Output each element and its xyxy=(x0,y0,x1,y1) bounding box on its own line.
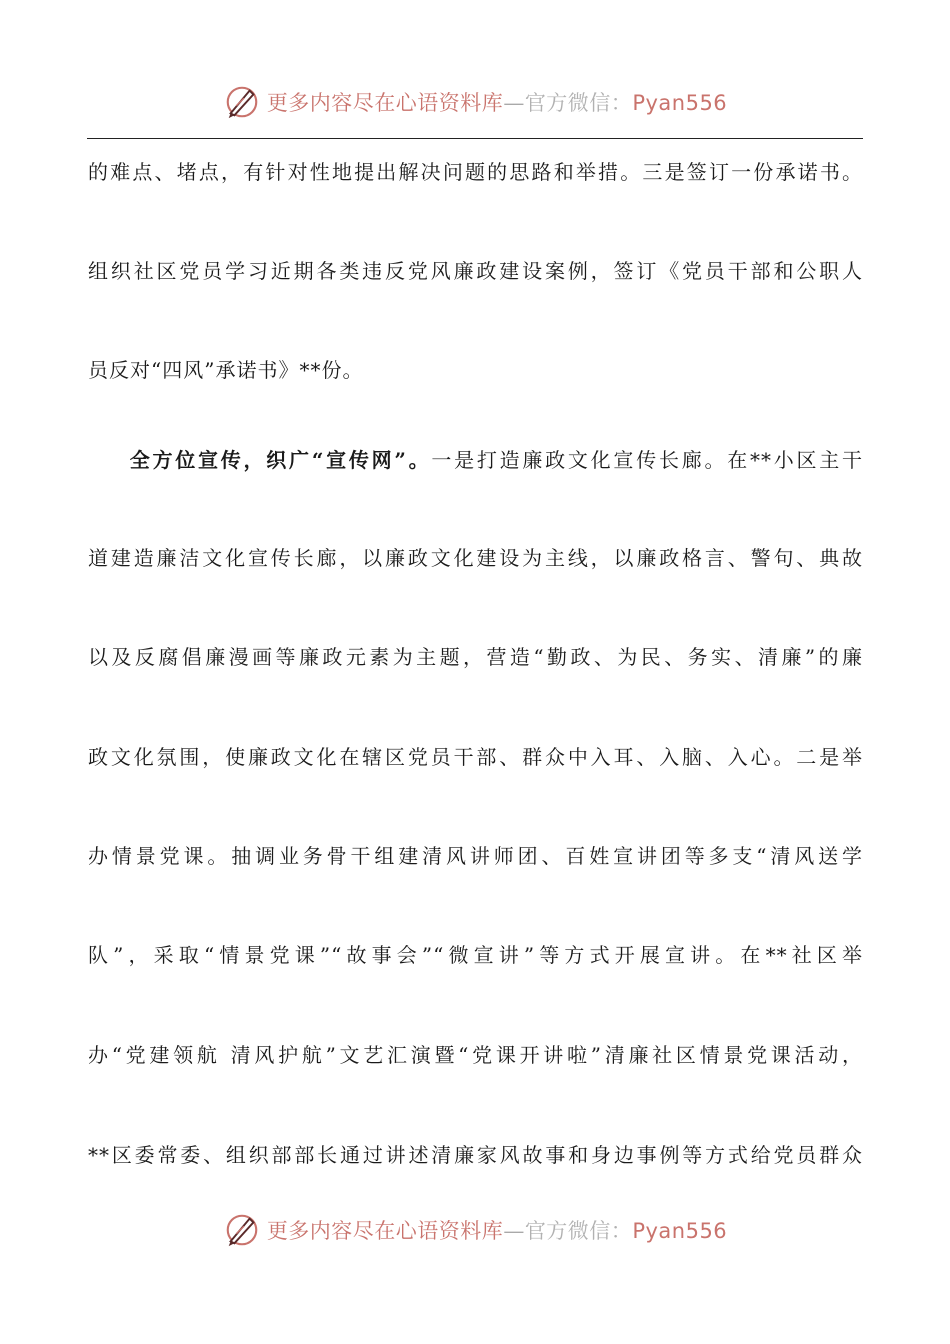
body-line-7: 政文化氛围，使廉政文化在辖区党员干部、群众中入耳、入脑、入心。二是举 xyxy=(88,745,863,769)
body-line-11: **区委常委、组织部部长通过讲述清廉家风故事和身边事例等方式给党员群众 xyxy=(88,1143,863,1167)
footer-text xyxy=(267,1215,727,1245)
body-line-1: 的难点、堵点，有针对性地提出解决问题的思路和举措。三是签订一份承诺书。 xyxy=(88,160,863,184)
footer-brand: 更多内容尽在心语资料库 xyxy=(266,1219,504,1243)
footer-wechat-label: 官方微信： xyxy=(524,1219,633,1243)
header-brand: 更多内容尽在心语资料库 xyxy=(266,91,504,115)
header-wechat-id: Pyan556 xyxy=(632,91,728,115)
pen-logo-icon xyxy=(223,1211,261,1249)
header-divider xyxy=(87,138,863,139)
body-line-8: 办情景党课。抽调业务骨干组建清风讲师团、百姓宣讲团等多支“清风送学 xyxy=(88,844,863,868)
header-wechat-label: 官方微信： xyxy=(524,91,633,115)
body-line-4-text: 一是打造廉政文化宣传长廊。在**小区主干 xyxy=(431,448,864,472)
body-line-6: 以及反腐倡廉漫画等廉政元素为主题，营造“勤政、为民、务实、清廉”的廉 xyxy=(88,645,863,669)
pen-logo-icon xyxy=(223,83,261,121)
body-line-5: 道建造廉洁文化宣传长廊，以廉政文化建设为主线，以廉政格言、警句、典故 xyxy=(88,546,863,570)
header-dash: — xyxy=(503,91,525,115)
body-line-3: 员反对“四风”承诺书》**份。 xyxy=(88,358,364,382)
footer-wechat-id: Pyan556 xyxy=(632,1219,728,1243)
body-line-9: 队”，采取“情景党课”“故事会”“微宣讲”等方式开展宣讲。在**社区举 xyxy=(88,943,863,967)
header-text xyxy=(267,87,727,117)
section-heading: 全方位宣传，织广“宣传网”。 xyxy=(128,448,432,472)
body-line-4 xyxy=(88,446,863,474)
body-line-10: 办“党建领航 清风护航”文艺汇演暨“党课开讲啦”清廉社区情景党课活动， xyxy=(88,1043,863,1067)
footer-dash: — xyxy=(503,1219,525,1243)
footer-banner xyxy=(0,1208,950,1252)
body-line-2: 组织社区党员学习近期各类违反党风廉政建设案例，签订《党员干部和公职人 xyxy=(88,259,863,283)
header-banner xyxy=(0,80,950,124)
